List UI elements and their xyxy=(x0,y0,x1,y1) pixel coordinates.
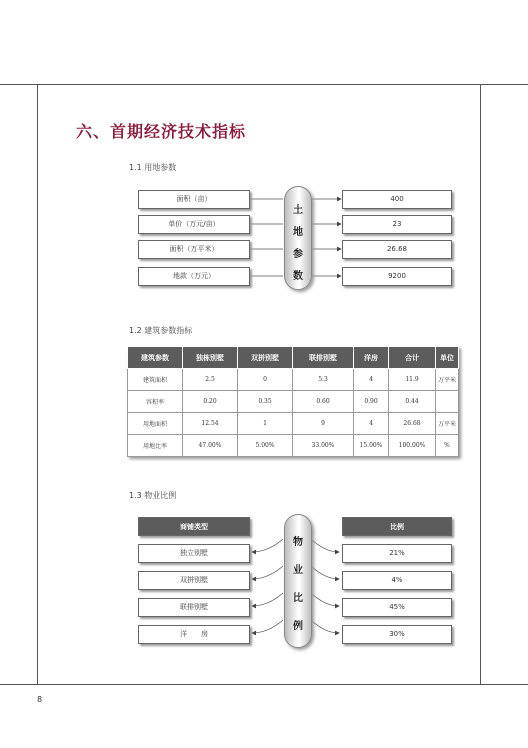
table-cell: 0.20 xyxy=(183,391,238,413)
page-title: 六、首期经济技术指标 xyxy=(76,122,247,141)
pill-char: 物 xyxy=(293,537,303,548)
row-label: 用地面积 xyxy=(128,413,183,435)
pill-char: 例 xyxy=(293,621,303,632)
page-number: 8 xyxy=(37,695,43,704)
table-cell: 4 xyxy=(354,369,389,391)
table-cell: 4 xyxy=(354,413,389,435)
column-header: 单位 xyxy=(436,347,459,369)
table-cell: 12.54 xyxy=(183,413,238,435)
land-label-area-sqm: 面积（万平米） xyxy=(138,240,250,259)
row-label: 建筑面积 xyxy=(128,369,183,391)
table-cell: 11.9 xyxy=(389,369,436,391)
pill-char: 地 xyxy=(293,227,303,238)
land-value-land-payment: 9200 xyxy=(342,267,452,286)
property-ratio-pill xyxy=(284,514,312,648)
table-cell: 9 xyxy=(293,413,354,435)
table-cell: 5.00% xyxy=(238,435,293,457)
ratio-semi-detached: 4% xyxy=(342,571,452,590)
land-value-area-mu: 400 xyxy=(342,190,452,209)
table-cell: 万平米 xyxy=(436,369,459,391)
ratio-header: 比例 xyxy=(342,517,452,536)
table-cell: 15.00% xyxy=(354,435,389,457)
section-title-property: 1.3 物业比例 xyxy=(129,491,177,500)
section-title-land: 1.1 用地参数 xyxy=(129,163,177,172)
column-header: 独栋别墅 xyxy=(183,347,238,369)
column-header: 洋房 xyxy=(354,347,389,369)
table-cell: 47.00% xyxy=(183,435,238,457)
property-type-detached: 独立别墅 xyxy=(138,544,250,563)
land-label-unit-price: 单价（万元/亩） xyxy=(138,215,250,234)
table-cell: 0.90 xyxy=(354,391,389,413)
column-header: 合计 xyxy=(389,347,436,369)
ratio-townhouse: 45% xyxy=(342,598,452,617)
ratio-apartment: 30% xyxy=(342,625,452,644)
table-cell: 33.00% xyxy=(293,435,354,457)
property-type-townhouse: 联排别墅 xyxy=(138,598,250,617)
property-type-semi-detached: 双拼别墅 xyxy=(138,571,250,590)
table-cell: 1 xyxy=(238,413,293,435)
pill-char: 业 xyxy=(293,565,303,576)
land-value-area-sqm: 26.68 xyxy=(342,240,452,259)
ratio-detached: 21% xyxy=(342,544,452,563)
pill-char: 土 xyxy=(293,205,303,216)
property-type-apartment: 洋 房 xyxy=(138,625,250,644)
table-cell: 26.68 xyxy=(389,413,436,435)
table-cell: 0.44 xyxy=(389,391,436,413)
pill-char: 数 xyxy=(293,271,303,282)
table-cell: 100.00% xyxy=(389,435,436,457)
property-type-header: 商铺类型 xyxy=(138,517,250,536)
pill-char: 参 xyxy=(293,249,303,260)
table-cell: 万平米 xyxy=(436,413,459,435)
table-cell: 0 xyxy=(238,369,293,391)
table-cell: 0.35 xyxy=(238,391,293,413)
land-label-land-payment: 地款（万元） xyxy=(138,267,250,286)
table-cell: 2.5 xyxy=(183,369,238,391)
section-title-building: 1.2 建筑参数指标 xyxy=(129,326,193,335)
pill-char: 比 xyxy=(293,593,303,604)
land-label-area-mu: 面积（亩） xyxy=(138,190,250,209)
column-header: 建筑参数 xyxy=(128,347,183,369)
row-label: 容积率 xyxy=(128,391,183,413)
land-value-unit-price: 23 xyxy=(342,215,452,234)
table-cell: 5.3 xyxy=(293,369,354,391)
table-cell: 0.60 xyxy=(293,391,354,413)
row-label: 用地比率 xyxy=(128,435,183,457)
column-header: 双拼别墅 xyxy=(238,347,293,369)
table-cell: % xyxy=(436,435,459,457)
column-header: 联排别墅 xyxy=(293,347,354,369)
